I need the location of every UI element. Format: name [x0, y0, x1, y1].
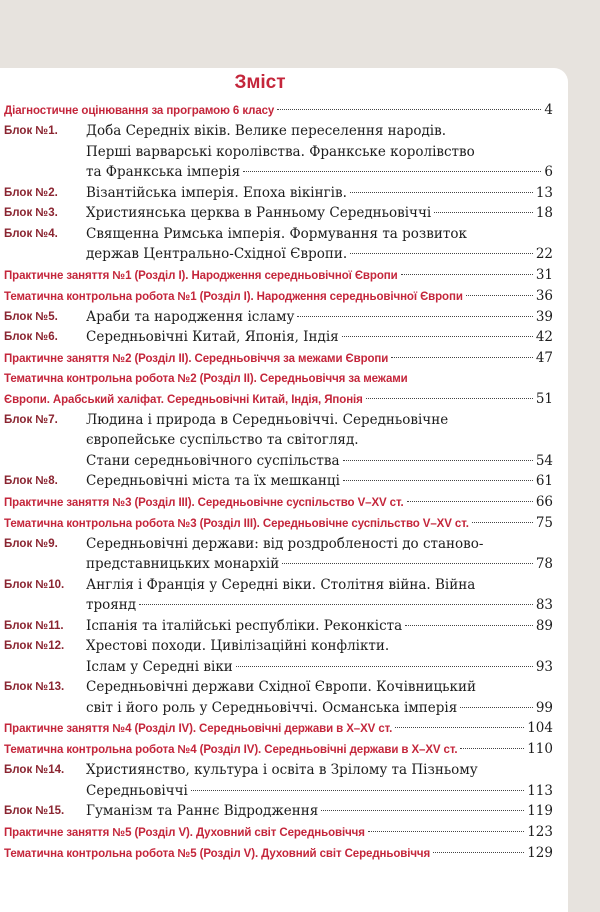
toc-entry [4, 575, 553, 616]
dot-leader [297, 316, 532, 317]
toc-entry [4, 348, 553, 369]
page-number: 51 [535, 390, 553, 407]
dot-leader [434, 212, 533, 213]
toc-entry-text: Діагностичне оцінювання за програмою 6 класу [4, 105, 275, 117]
page-number: 99 [535, 699, 553, 716]
page-number: 31 [535, 266, 553, 283]
toc-entry-text: Хрестові походи. Цивілізаційні конфлікти. [86, 638, 390, 654]
toc-entry-label: Блок №14. [4, 764, 65, 776]
dot-leader [321, 810, 524, 811]
toc-entry [4, 100, 553, 121]
toc-entry [4, 327, 553, 348]
page-number: 6 [544, 164, 553, 180]
page-number: 42 [535, 329, 553, 345]
toc-entry-text: Тематична контрольна робота №1 (Розділ І). Народження середньовічної Європи [4, 290, 463, 303]
page-number: 78 [535, 556, 553, 572]
page-number: 83 [535, 597, 553, 613]
toc-entry-text: представницьких монархій [86, 556, 280, 572]
page-number: 113 [527, 782, 553, 799]
toc-entry-text: Європи. Арабський халіфат. Середньовічні Китай, Індія, Японія [4, 393, 363, 406]
toc-entry-text: Священна Римська імперія. Формування та розвиток [86, 225, 467, 242]
dot-leader [395, 727, 524, 728]
page-title: Зміст [234, 72, 286, 93]
dot-leader [191, 790, 524, 791]
page-number: 89 [535, 617, 553, 634]
toc-entry-text: європейське суспільство та світогляд. [86, 432, 359, 448]
toc-entry-label: Блок №4. [4, 227, 58, 240]
toc-entry [4, 677, 553, 718]
toc-entry [4, 718, 553, 739]
toc-entry-text: Середньовічні Китай, Японія, Індія [86, 329, 339, 345]
toc-entry-text: Християнство, культура і освіта в Зрілому та Пізньому [86, 762, 478, 778]
toc-entry-text: Тематична контрольна робота №3 (Розділ ІІІ). Середньовічне суспільство V–XV ст. [4, 517, 469, 530]
toc-entry-text: Стани середньовічного суспільства [86, 452, 340, 469]
toc-entry-label: Блок №13. [4, 681, 65, 693]
toc-entry-text: та Франкська імперія [86, 164, 241, 180]
dot-leader [366, 398, 533, 399]
toc-entry [4, 760, 553, 801]
dot-leader [277, 109, 541, 110]
dot-leader [405, 625, 533, 626]
dot-leader [391, 357, 533, 358]
page-number: 123 [527, 823, 553, 840]
toc-entry [4, 410, 553, 472]
toc-entry-text: Візантійська імперія. Епоха вікінгів. [86, 184, 347, 201]
toc-entry-text: Араби та народження ісламу [86, 308, 295, 325]
toc-entry [4, 636, 553, 677]
toc-entry-text: Перші варварські королівства. Франкське королівство [86, 143, 475, 160]
toc-entry-text: Християнська церква в Ранньому Середньовіччі [86, 205, 432, 221]
toc-entry-label: Блок №8. [4, 475, 58, 487]
dot-leader [342, 336, 533, 337]
page-number: 61 [535, 473, 553, 489]
dot-leader [243, 171, 541, 172]
page-number: 66 [535, 493, 553, 510]
toc-entry-text: Іслам у Середні віки [86, 658, 233, 675]
page-number: 110 [527, 741, 553, 757]
page-number: 13 [535, 184, 553, 201]
dot-leader [139, 604, 533, 605]
toc-entry-label: Блок №2. [4, 186, 58, 199]
toc-entry-label: Блок №10. [4, 578, 65, 591]
toc-entry-text: Середньовічні держави Східної Європи. Кочівницький [86, 679, 476, 695]
toc-entry [4, 492, 553, 513]
toc-entry-label: Блок №15. [4, 805, 65, 817]
dot-leader [282, 563, 533, 564]
toc-entry-text: Тематична контрольна робота №4 (Розділ IV). Середньовічні держави в Х–XV ст. [4, 744, 458, 756]
dot-leader [460, 748, 524, 749]
table-of-contents [4, 100, 553, 864]
toc-entry [4, 822, 553, 843]
toc-entry-text: світ і його роль у Середньовіччі. Османська імперія [86, 699, 458, 716]
toc-entry-text: Середньовіччі [86, 782, 188, 799]
toc-entry [4, 121, 553, 183]
toc-entry [4, 369, 553, 410]
dot-leader [343, 460, 533, 461]
page-number: 39 [535, 308, 553, 325]
toc-entry [4, 616, 553, 637]
page-number: 75 [535, 514, 553, 531]
toc-entry [4, 739, 553, 760]
toc-entry-text: Практичне заняття №5 (Розділ V). Духовний світ Середньовіччя [4, 826, 365, 839]
toc-entry-label: Блок №9. [4, 537, 58, 550]
page-number: 18 [535, 205, 553, 221]
toc-entry-text: Середньовічні держави: від роздробленості до станово- [86, 535, 484, 552]
toc-entry [4, 183, 553, 204]
toc-entry-label: Блок №3. [4, 207, 58, 219]
dot-leader [472, 522, 533, 523]
toc-entry-text: Практичне заняття №1 (Розділ І). Народження середньовічної Європи [4, 269, 398, 282]
page-number: 22 [535, 246, 553, 262]
page-number: 47 [535, 349, 553, 366]
toc-entry-text: Практичне заняття №4 (Розділ IV). Середньовічні держави в Х–XV ст. [4, 723, 393, 735]
toc-entry [4, 286, 553, 307]
toc-entry [4, 513, 553, 534]
toc-entry-label: Блок №1. [4, 125, 58, 137]
toc-entry-label: Блок №7. [4, 413, 58, 426]
dot-leader [466, 295, 533, 296]
toc-entry [4, 307, 553, 328]
dot-leader [350, 192, 533, 193]
toc-entry [4, 801, 553, 822]
dot-leader [236, 666, 533, 667]
page-number: 54 [535, 452, 553, 469]
page-number: 36 [535, 287, 553, 304]
toc-entry-text: Доба Середніх віків. Велике переселення народів. [86, 123, 446, 139]
page-number: 4 [544, 102, 553, 118]
dot-leader [407, 501, 533, 502]
toc-entry-text: Практичне заняття №3 (Розділ ІІІ). Середньовічне суспільство V–XV ст. [4, 496, 404, 509]
toc-entry [4, 203, 553, 224]
toc-entry-text: Англія і Франція у Середні віки. Столітня війна. Війна [86, 576, 476, 593]
page-number: 129 [527, 844, 553, 861]
dot-leader [350, 253, 533, 254]
toc-entry [4, 534, 553, 575]
dot-leader [433, 852, 524, 853]
dot-leader [368, 831, 524, 832]
toc-entry [4, 224, 553, 265]
toc-entry [4, 843, 553, 864]
page-number: 93 [535, 658, 553, 675]
toc-entry-text: Тематична контрольна робота №2 (Розділ ІІ). Середньовіччя за межами [4, 372, 408, 385]
toc-entry-label: Блок №12. [4, 640, 65, 652]
dot-leader [343, 480, 533, 481]
dot-leader [460, 707, 533, 708]
toc-entry-text: Тематична контрольна робота №5 (Розділ V). Духовний світ Середньовіччя [4, 847, 431, 860]
toc-entry-text: держав Центрально-Східної Європи. [86, 246, 348, 262]
toc-entry-label: Блок №11. [4, 619, 64, 632]
toc-entry-text: троянд [86, 597, 137, 613]
toc-entry [4, 265, 553, 286]
toc-entry-text: Середньовічні міста та їх мешканці [86, 473, 340, 489]
page-number: 119 [527, 803, 553, 819]
toc-entry-text: Практичне заняття №2 (Розділ ІІ). Середньовіччя за межами Європи [4, 352, 389, 365]
toc-entry-label: Блок №6. [4, 331, 58, 343]
toc-entry-text: Гуманізм та Раннє Відродження [86, 803, 319, 819]
toc-entry-text: Іспанія та італійські республіки. Реконкіста [86, 617, 403, 634]
toc-entry-text: Людина і природа в Середньовіччі. Середньовічне [86, 411, 449, 428]
dot-leader [401, 274, 533, 275]
page-number: 104 [527, 720, 553, 736]
toc-entry [4, 471, 553, 492]
toc-entry-label: Блок №5. [4, 310, 58, 323]
